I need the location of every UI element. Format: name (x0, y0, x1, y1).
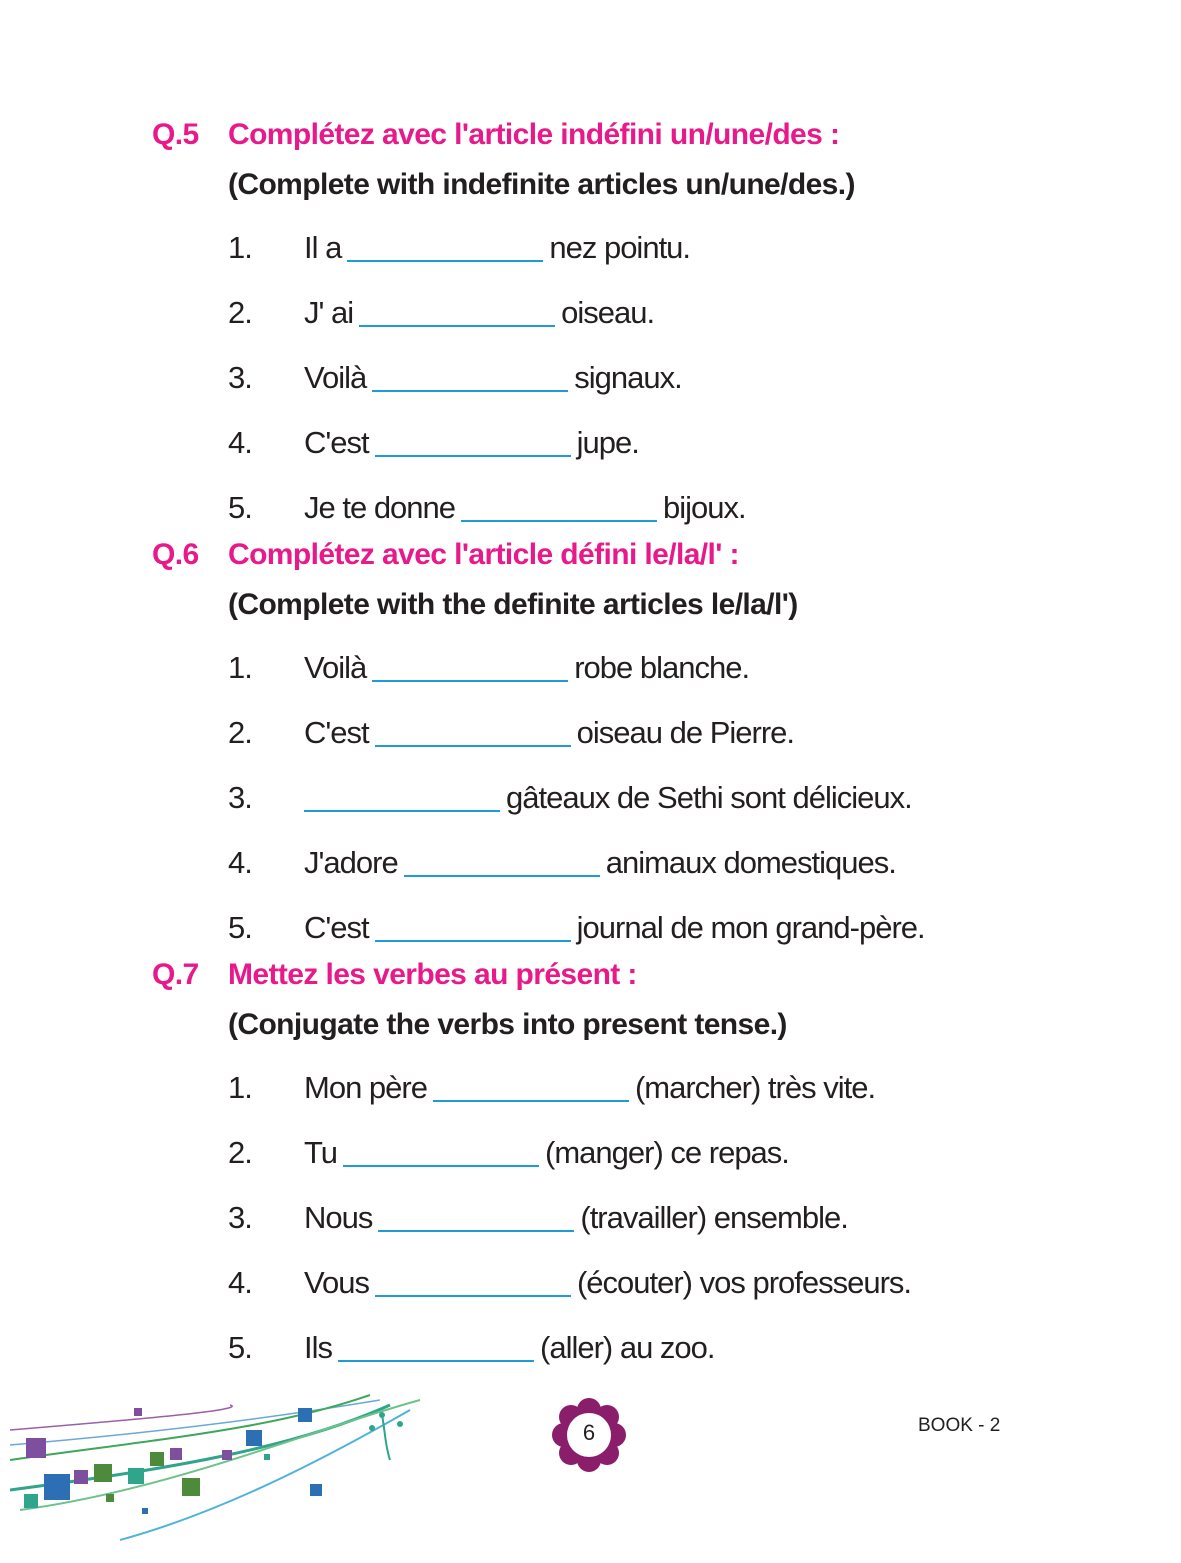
sentence (304, 780, 912, 816)
sentence-start: Vous (304, 1265, 369, 1300)
sentence-start: Mon père (304, 1070, 427, 1105)
item-number: 1. (228, 650, 252, 685)
sentence-start: C'est (304, 910, 369, 945)
sentence-start: Voilà (304, 650, 367, 685)
item-number: 5. (228, 910, 252, 945)
sentence-start: C'est (304, 715, 369, 750)
item-number: 1. (228, 230, 252, 265)
answer-blank[interactable] (375, 1265, 571, 1297)
sentence-end: signaux. (574, 360, 682, 395)
answer-blank[interactable] (372, 360, 568, 392)
sentence-start: Voilà (304, 360, 367, 395)
sentence (304, 715, 794, 751)
item-number: 2. (228, 715, 252, 750)
sentence-start: J'adore (304, 845, 398, 880)
answer-blank[interactable] (347, 230, 543, 262)
item-number: 3. (228, 1200, 252, 1235)
sentence-end: oiseau de Pierre. (576, 715, 795, 750)
sentence-end: robe blanche. (574, 650, 750, 685)
answer-blank[interactable] (461, 490, 657, 522)
sentence-start: J' ai (304, 295, 354, 330)
sentence-end: (marcher) très vite. (634, 1070, 876, 1105)
sentence (304, 490, 746, 526)
item-number: 4. (228, 845, 252, 880)
sentence (304, 910, 925, 946)
answer-blank[interactable] (378, 1200, 574, 1232)
sentence-end: (écouter) vos professeurs. (576, 1265, 912, 1300)
sentence-end: oiseau. (561, 295, 655, 330)
item-number: 3. (228, 780, 252, 815)
question-number: Q.6 (152, 538, 199, 571)
question-subtitle: (Conjugate the verbs into present tense.) (228, 1008, 787, 1041)
sentence-end: bijoux. (663, 490, 746, 525)
answer-blank[interactable] (375, 425, 571, 457)
question-heading (152, 958, 637, 992)
question-subtitle: (Complete with the definite articles le/la/l') (228, 588, 798, 621)
sentence (304, 1265, 911, 1301)
page-number: 6 (582, 1420, 596, 1445)
sentence (304, 360, 682, 396)
question-number: Q.7 (152, 958, 199, 991)
question-heading (152, 538, 739, 572)
item-number: 3. (228, 360, 252, 395)
sentence (304, 425, 639, 461)
book-label: BOOK - 2 (918, 1415, 1001, 1436)
sentence (304, 230, 690, 266)
question-subtitle: (Complete with indefinite articles un/une/des.) (228, 168, 855, 201)
answer-blank[interactable] (404, 845, 600, 877)
question-title: Complétez avec l'article défini le/la/l' : (228, 538, 739, 571)
sentence (304, 845, 896, 881)
sentence-end: (aller) au zoo. (540, 1330, 715, 1365)
item-number: 4. (228, 1265, 252, 1300)
question-title: Mettez les verbes au présent : (228, 958, 637, 991)
sentence (304, 1330, 715, 1366)
answer-blank[interactable] (338, 1330, 534, 1362)
sentence (304, 1070, 875, 1106)
item-number: 5. (228, 1330, 252, 1365)
sentence-start: Ils (304, 1330, 332, 1365)
sentence-start: Je te donne (304, 490, 456, 525)
answer-blank[interactable] (304, 780, 500, 812)
answer-blank[interactable] (359, 295, 555, 327)
answer-blank[interactable] (433, 1070, 629, 1102)
item-number: 2. (228, 295, 252, 330)
sentence-start: Nous (304, 1200, 373, 1235)
question-number: Q.5 (152, 118, 199, 151)
question-title: Complétez avec l'article indéfini un/une/des : (228, 118, 840, 151)
sentence-end: gâteaux de Sethi sont délicieux. (506, 780, 912, 815)
item-number: 2. (228, 1135, 252, 1170)
sentence-end: (travailler) ensemble. (580, 1200, 848, 1235)
sentence (304, 1200, 848, 1236)
answer-blank[interactable] (372, 650, 568, 682)
sentence-end: journal de mon grand-père. (576, 910, 925, 945)
question-heading (152, 118, 839, 152)
sentence-start: C'est (304, 425, 369, 460)
sentence-end: jupe. (576, 425, 639, 460)
sentence-end: animaux domestiques. (605, 845, 896, 880)
decorative-swirl-graphic (10, 1390, 430, 1550)
item-number: 4. (228, 425, 252, 460)
sentence-start: Tu (304, 1135, 338, 1170)
sentence (304, 295, 654, 331)
answer-blank[interactable] (375, 715, 571, 747)
sentence-end: (manger) ce repas. (545, 1135, 789, 1170)
answer-blank[interactable] (343, 1135, 539, 1167)
item-number: 5. (228, 490, 252, 525)
item-number: 1. (228, 1070, 252, 1105)
sentence (304, 1135, 789, 1171)
sentence (304, 650, 749, 686)
answer-blank[interactable] (375, 910, 571, 942)
sentence-start: Il a (304, 230, 342, 265)
sentence-end: nez pointu. (549, 230, 691, 265)
